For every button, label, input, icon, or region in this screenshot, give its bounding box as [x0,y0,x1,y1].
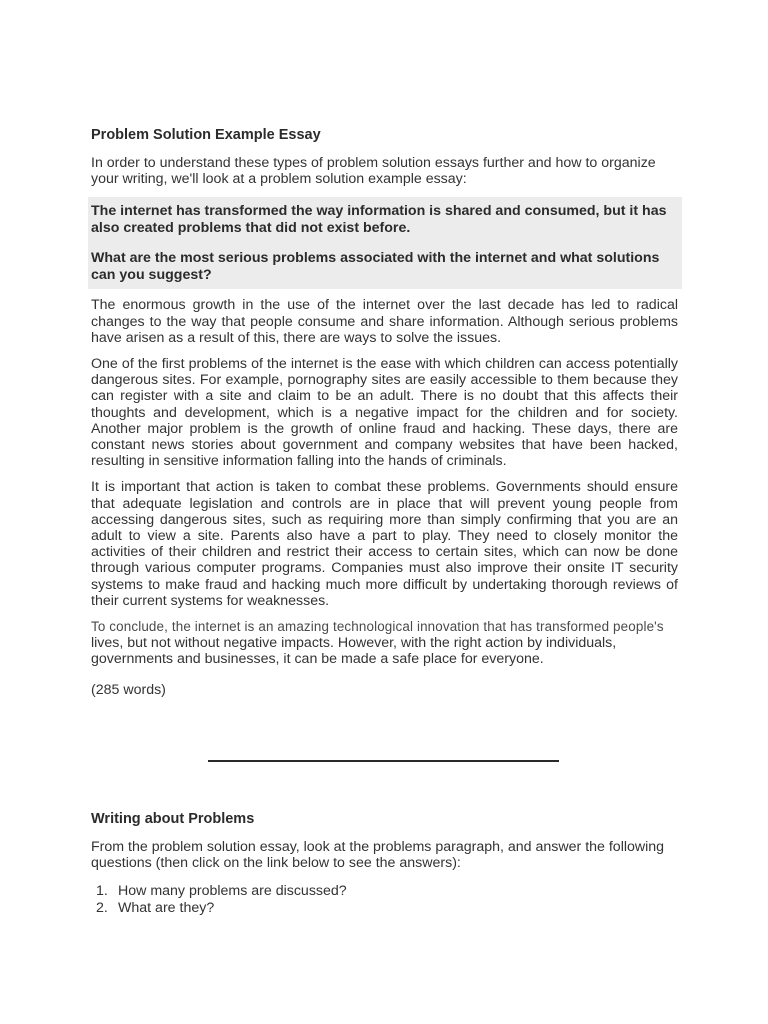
essay-title: Problem Solution Example Essay [91,127,321,143]
paragraph-introduction: The enormous growth in the use of the internet over the last decade has led to radical changes to the way that people consume and share information. Although serious problems have arisen as a result of this, there are ways to solve the issues. [91,297,678,346]
paragraph-conclusion [91,619,678,668]
essay-intro: In order to understand these types of problem solution essays further and how to organize your writing, we'll look at a problem solution example essay: [91,155,656,188]
list-item-number: 2. [96,900,108,917]
section-title: Writing about Problems [91,811,255,827]
section-instructions: From the problem solution essay, look at the problems paragraph, and answer the following questions (then click on the link below to see the answers): [91,839,665,872]
conclusion-first-line: To conclude, the internet is an amazing technological innovation that has transformed people's [91,619,664,635]
list-item-text: How many problems are discussed? [118,883,347,900]
list-item [91,900,678,917]
paragraph-problems: One of the first problems of the internet is the ease with which children can access potentially dangerous sites. For example, pornography sites are easily accessible to them because they can register with a site and claim to be an adult. There is no doubt that this affects their thoughts and development, which is a negative impact for the children and for society. Another major problem is the growth of online fraud and hacking. These days, there are constant news stories about government and company websites that have been hacked, resulting in sensitive information falling into the hands of criminals. [91,356,678,470]
list-item [91,883,678,900]
prompt-statement: The internet has transformed the way information is shared and consumed, but it has also created problems that did not exist before. [91,203,667,236]
essay-prompt-box [88,197,682,289]
conclusion-rest: lives, but not without negative impacts. However, with the right action by individuals, governments and businesses, it can be made a safe place for everyone. [91,635,617,668]
question-list [91,883,678,917]
paragraph-solutions: It is important that action is taken to combat these problems. Governments should ensure that adequate legislation and controls are in place that will prevent young people from accessing dangerous sites, such as requiring more than simply confirming that you are an adult to view a site. Parents also have a part to play. They need to closely monitor the activities of their children and restrict their access to certain sites, which can now be done through various computer programs. Companies must also improve their onsite IT security systems to make fraud and hacking much more difficult by undertaking thorough reviews of their current systems for weaknesses. [91,479,678,609]
essay-section [91,127,678,708]
list-item-number: 1. [96,883,108,900]
writing-about-problems-section [91,811,678,917]
word-count: (285 words) [91,681,166,698]
list-item-text: What are they? [118,900,215,917]
section-divider [208,760,559,762]
prompt-question: What are the most serious problems associated with the internet and what solutions can you suggest? [91,250,660,283]
